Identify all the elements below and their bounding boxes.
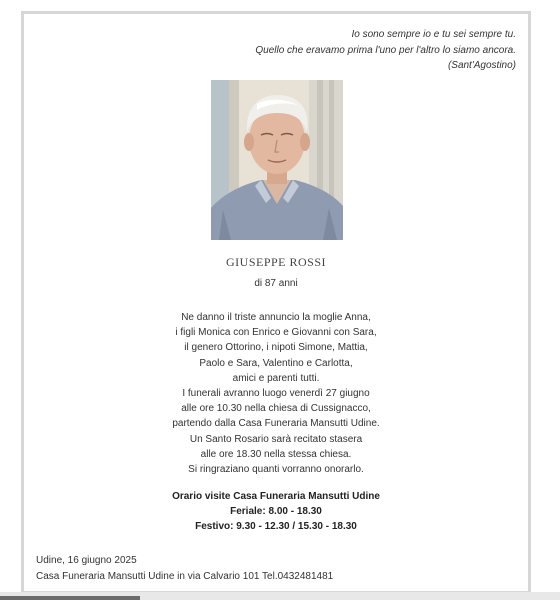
portrait-photo	[211, 80, 343, 240]
footer	[36, 553, 333, 584]
funeral-home-contact: Casa Funeraria Mansutti Udine in via Calvario 101 Tel.0432481481	[36, 570, 334, 582]
announcement-line: Un Santo Rosario sarà recitato stasera	[189, 433, 363, 445]
deceased-name: GIUSEPPE ROSSI	[225, 255, 327, 269]
quote-line: Quello che eravamo prima l'uno per l'altro lo siamo ancora.	[255, 44, 516, 56]
announcement-line: partendo dalla Casa Funeraria Mansutti Udine.	[172, 418, 380, 430]
visiting-hours-holiday: Festivo: 9.30 - 12.30 / 15.30 - 18.30	[195, 521, 357, 533]
visiting-hours-weekday: Feriale: 8.00 - 18.30	[230, 506, 322, 518]
announcement-line: amici e parenti tutti.	[232, 372, 320, 384]
place-date: Udine, 16 giugno 2025	[36, 555, 137, 566]
quote-line: Io sono sempre io e tu sei sempre tu.	[351, 29, 516, 40]
announcement-line: i figli Monica con Enrico e Giovanni con Sara,	[175, 327, 377, 339]
window-scrollbar[interactable]	[0, 592, 560, 600]
scrollbar-thumb[interactable]	[0, 596, 140, 600]
announcement-line: I funerali avranno luogo venerdì 27 giugno	[182, 388, 370, 400]
deceased-age: di 87 anni	[254, 278, 298, 289]
portrait-illustration	[211, 80, 343, 240]
announcement-line: Ne danno il triste annuncio la moglie Anna,	[181, 312, 371, 323]
quote-attribution: (Sant'Agostino)	[447, 60, 516, 71]
announcement-line: Paolo e Sara, Valentino e Carlotta,	[199, 357, 353, 369]
visiting-hours	[24, 489, 528, 535]
announcement-text	[24, 310, 528, 477]
announcement-line: il genero Ottorino, i nipoti Simone, Mattia,	[184, 342, 368, 354]
quote-block	[255, 27, 516, 74]
obituary-notice	[21, 11, 531, 594]
announcement-line: Si ringraziano quanti vorranno onorarlo.	[188, 464, 364, 476]
visiting-hours-title: Orario visite Casa Funeraria Mansutti Udine	[172, 491, 380, 502]
announcement-line: alle ore 18.30 nella stessa chiesa.	[200, 448, 352, 460]
announcement-line: alle ore 10.30 nella chiesa di Cussignacco,	[181, 403, 371, 415]
